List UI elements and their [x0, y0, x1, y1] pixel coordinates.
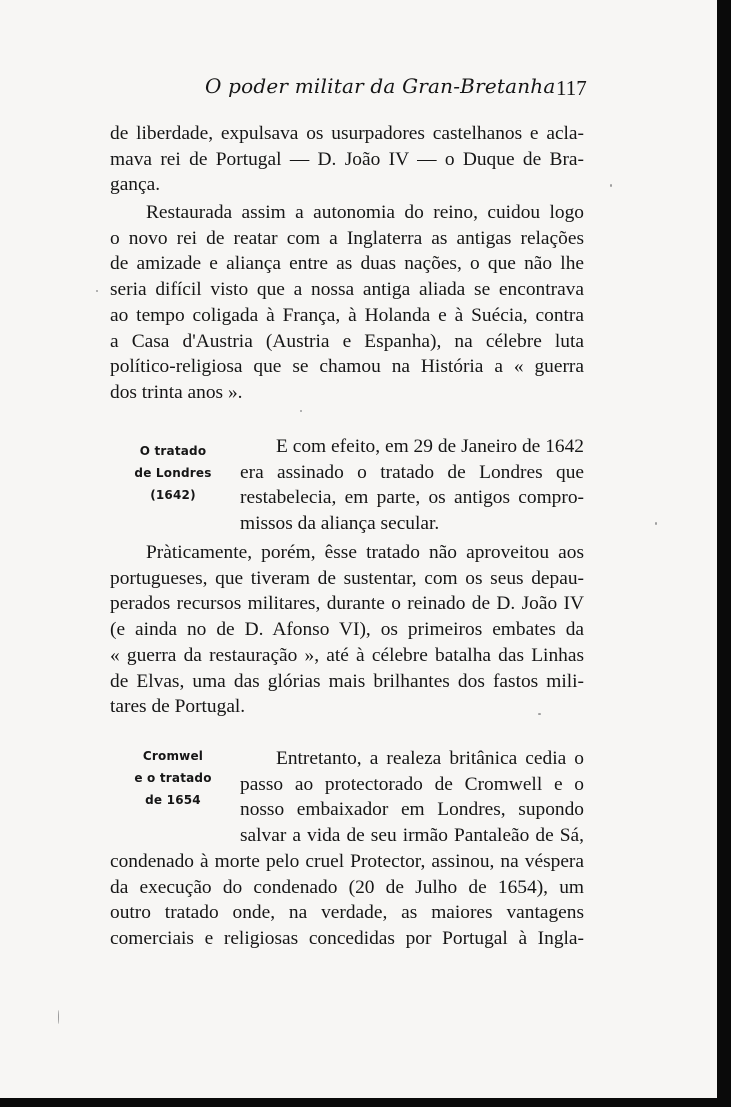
- text-line: missos da aliança secular.: [240, 513, 440, 535]
- text-line: outro tratado onde, na verdade, as maiores vantagens: [110, 902, 584, 924]
- page-number: 117: [556, 76, 587, 100]
- text-line: Pràticamente, porém, êsse tratado não aproveitou aos: [146, 542, 584, 563]
- text-line: tares de Portugal.: [110, 696, 246, 718]
- text-line: salvar a vida de seu irmão Pantaleão de Sá,: [240, 825, 584, 847]
- text-line: dos trinta anos ».: [110, 381, 243, 403]
- text-line: seria difícil visto que a nossa antiga aliada se encontrava: [110, 279, 584, 301]
- paragraph-5-narrow: [240, 746, 584, 849]
- paragraph-4: [110, 540, 584, 720]
- text-line: Restaurada assim a autonomia do reino, cuidou logo: [146, 202, 584, 223]
- paragraph-5-wide: [110, 849, 584, 952]
- margin-note-tratado-londres: [118, 440, 228, 506]
- text-line: da execução do condenado (20 de Julho de 1654), um: [110, 876, 584, 898]
- text-line: « guerra da restauração », até à célebre batalha das Linhas: [110, 644, 584, 666]
- text-line: passo ao protectorado de Cromwell e o: [240, 773, 584, 795]
- margin-note-line: de Londres: [134, 466, 212, 480]
- running-title: O poder militar da Gran-Bretanha: [205, 74, 556, 98]
- paragraph-1: [110, 121, 584, 198]
- text-line: gança.: [110, 174, 161, 196]
- margin-note-line: e o tratado: [134, 771, 212, 785]
- text-line: de liberdade, expulsava os usurpadores castelhanos e acla-: [110, 123, 584, 144]
- text-line: era assinado o tratado de Londres que: [240, 461, 584, 483]
- text-line: mava rei de Portugal — D. João IV — o Duque de Bra-: [110, 148, 584, 170]
- text-line: o novo rei de reatar com a Inglaterra as antigas relações: [110, 227, 584, 249]
- text-line: comerciais e religiosas concedidas por Portugal à Ingla-: [110, 927, 584, 949]
- text-line: condenado à morte pelo cruel Protector, assinou, na véspera: [110, 850, 584, 872]
- margin-note-cromwel: [118, 745, 228, 811]
- paragraph-2: [110, 200, 584, 406]
- margin-note-line: Cromwel: [142, 749, 204, 763]
- text-line: de Elvas, uma das glórias mais brilhantes dos fastos mili-: [110, 670, 584, 692]
- text-line: nosso embaixador em Londres, supondo: [240, 799, 584, 821]
- text-line: perados recursos militares, durante o reinado de D. João IV: [110, 593, 584, 615]
- text-line: a Casa d'Austria (Austria e Espanha), na célebre luta: [110, 330, 584, 352]
- text-line: de amizade e aliança entre as duas nações, o que não lhe: [110, 253, 584, 275]
- margin-note-line: O tratado: [139, 444, 207, 458]
- text-line: portugueses, que tiveram de sustentar, com os seus depau-: [110, 567, 584, 589]
- margin-note-line: de 1654: [145, 793, 201, 807]
- text-line: ao tempo coligada à França, à Holanda e à Suécia, contra: [110, 304, 584, 326]
- text-line: Entretanto, a realeza britânica cedia o: [276, 748, 584, 769]
- margin-note-line: (1642): [150, 488, 196, 502]
- paragraph-3: [240, 434, 584, 537]
- text-line: político-religiosa que se chamou na História a « guerra: [110, 356, 584, 378]
- text-line: restabelecia, em parte, os antigos compro-: [240, 487, 584, 509]
- text-line: E com efeito, em 29 de Janeiro de 1642: [276, 436, 584, 457]
- text-line: (e ainda no de D. Afonso VI), os primeiros embates da: [110, 619, 584, 641]
